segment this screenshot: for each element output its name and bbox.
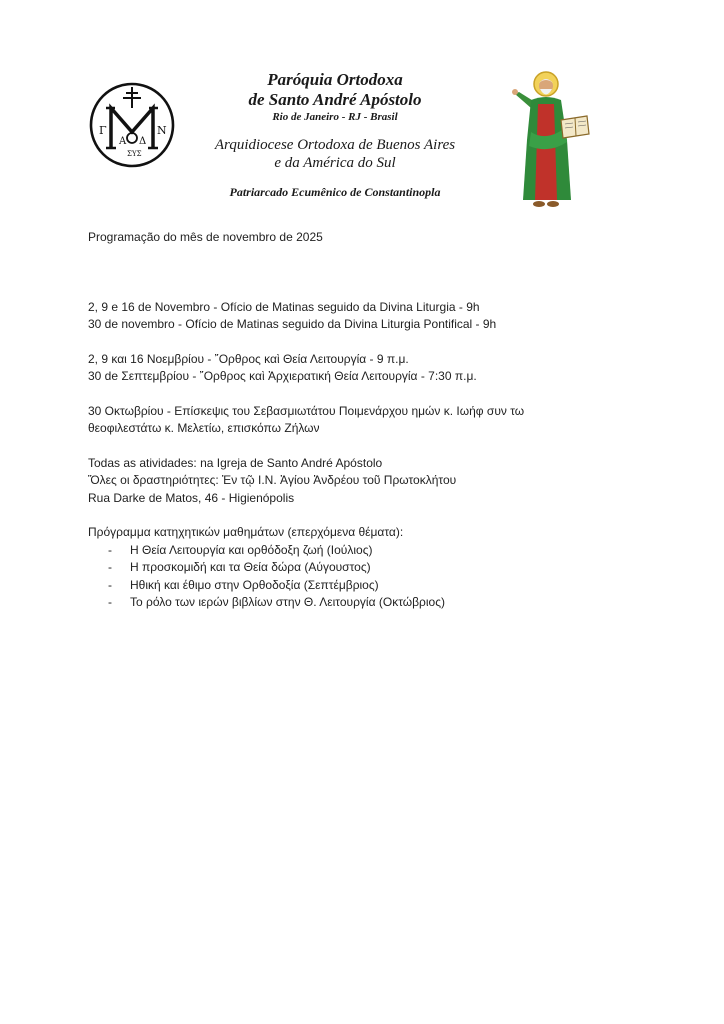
svg-text:ΣΥΣ: ΣΥΣ (127, 150, 142, 158)
catechism-list (88, 542, 648, 612)
visit-gr-line: θεοφιλεστάτω κ. Μελετίω, επισκόπω Ζήλων (88, 421, 320, 435)
parish-location: Rio de Janeiro - RJ - Brasil (272, 111, 398, 123)
saint-andrew-apostle-icon (505, 70, 593, 215)
location-line: Ὅλες οι δραστηριότητες: Ἐν τῷ Ι.Ν. Ἁγίου Ἀνδρέου τοῦ Πρωτοκλήτου (88, 473, 457, 487)
location-line: Todas as atividades: na Igreja de Santo André Apóstolo (88, 455, 383, 470)
schedule-gr-line: 2, 9 και 16 Νοεμβρίου - ῎Ορθρος καὶ Θεία Λειτουργία - 9 π.μ. (88, 351, 409, 366)
schedule-content (88, 229, 648, 612)
svg-text:Ν: Ν (157, 124, 167, 137)
patriarchate: Patriarcado Ecumênico de Constantinopla (229, 185, 441, 199)
list-item (88, 594, 648, 612)
location-line: Rua Darke de Matos, 46 - Higienópolis (88, 490, 295, 505)
list-item-text: Ηθική και έθιμο στην Ορθοδοξία (Σεπτέμβριος) (130, 577, 379, 592)
visit-gr-line: 30 Οκτωβρίου - Επίσκεψις του Σεβασμιωτάτου Ποιμενάρχου ημών κ. Ιωήφ συν τω (88, 403, 525, 418)
list-item-text: Η Θεία Λειτουργία και ορθόδοξη ζωή (Ιούλιος) (130, 542, 373, 557)
svg-text:Δ: Δ (139, 136, 147, 147)
list-dash: - (108, 595, 112, 609)
list-item-text: Η προσκομιδή και τα Θεία δώρα (Αύγουστος) (130, 560, 371, 574)
schedule-pt-line: 2, 9 e 16 de Novembro - Ofício de Matinas seguido da Divina Liturgia - 9h (88, 299, 480, 314)
archdiocese-line1: Arquidiocese Ortodoxa de Buenos Aires (214, 137, 456, 153)
document-title: Programação do mês de novembro de 2025 (88, 230, 323, 244)
list-dash: - (108, 560, 112, 574)
parish-header (190, 70, 480, 199)
archdiocese-line2: e da América do Sul (274, 155, 396, 171)
schedule-gr-line: 30 de Σεπτεμβρίου - ῎Ορθρος καὶ Ἀρχιερατική Θεία Λειτουργία - 7:30 π.μ. (88, 369, 477, 383)
list-dash: - (108, 577, 112, 592)
list-item (88, 542, 648, 560)
svg-text:Γ: Γ (99, 124, 107, 137)
parish-name-line1: Paróquia Ortodoxa (267, 70, 403, 89)
list-item (88, 559, 648, 577)
list-dash: - (108, 542, 112, 557)
list-item (88, 577, 648, 595)
catechism-heading: Πρόγραμμα κατηχητικών μαθημάτων (επερχόμενα θέματα): (88, 525, 404, 539)
list-item-text: Το ρόλο των ιερών βιβλίων στην Θ. Λειτουργία (Οκτώβριος) (130, 595, 445, 609)
parish-name-line2: de Santo André Apóstolo (248, 90, 422, 109)
orthodox-monogram-seal-icon (89, 82, 175, 168)
svg-text:Α: Α (119, 136, 127, 147)
schedule-pt-line: 30 de novembro - Ofício de Matinas seguido da Divina Liturgia Pontifical - 9h (88, 317, 497, 331)
